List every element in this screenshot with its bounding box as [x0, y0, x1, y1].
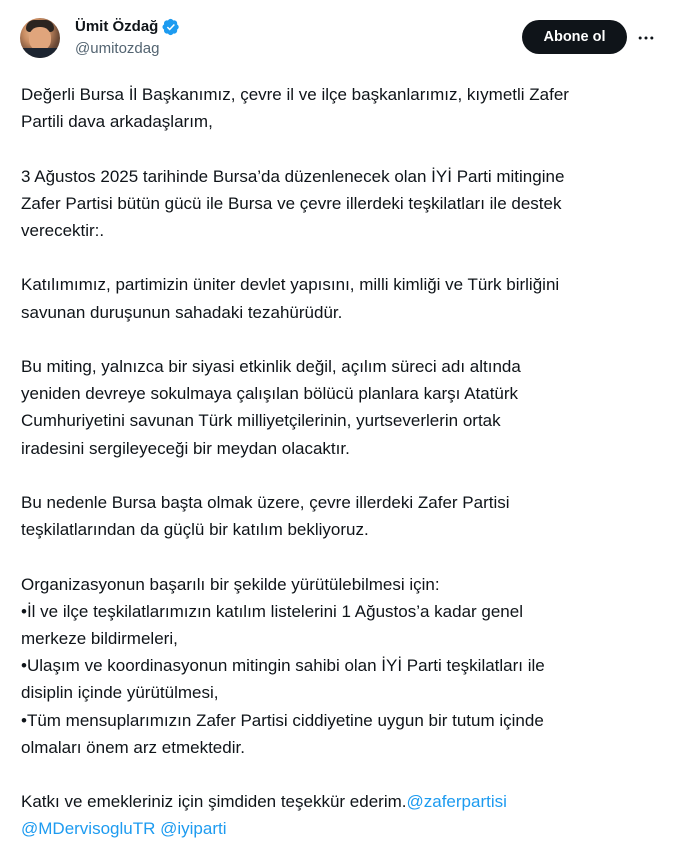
paragraph	[21, 271, 657, 325]
author-name[interactable]: Ümit Özdağ	[75, 18, 159, 35]
text-line: Değerli Bursa İl Başkanımız, çevre il ve ilçe başkanlarımız, kıymetli Zafer	[21, 85, 569, 104]
text-line: Katılımımız, partimizin üniter devlet yapısını, milli kimliği ve Türk birliğini	[21, 275, 560, 295]
paragraph	[21, 788, 657, 842]
text-line: Bu nedenle Bursa başta olmak üzere, çevre illerdeki Zafer Partisi	[21, 492, 510, 512]
mention-link-zaferpartisi[interactable]: @zaferpartisi	[406, 792, 507, 812]
text-line: olmaları önem arz etmektedir.	[21, 737, 245, 757]
text-line: iradesini sergileyeceği bir meydan olacaktır.	[21, 438, 350, 458]
mention-link-iyiparti[interactable]: @iyiparti	[160, 819, 227, 839]
text-line: •Ulaşım ve koordinasyonun mitingin sahibi olan İYİ Parti teşkilatları ile	[21, 656, 545, 676]
paragraph	[21, 489, 657, 543]
closing-text: Katkı ve emekleriniz için şimdiden teşekkür ederim.	[21, 792, 407, 812]
tweet-text	[21, 81, 657, 843]
text-line: teşkilatlarından da güçlü bir katılım bekliyoruz.	[21, 520, 369, 540]
text-line: 3 Ağustos 2025 tarihinde Bursa’da düzenlenecek olan İYİ Parti mitingine	[21, 166, 565, 186]
text-line: savunan duruşunun sahadaki tezahürüdür.	[21, 302, 343, 322]
follow-button[interactable]: Abone ol	[522, 20, 627, 54]
avatar[interactable]	[20, 18, 60, 58]
paragraph	[21, 81, 657, 135]
text-line: Bu miting, yalnızca bir siyasi etkinlik değil, açılım süreci adı altında	[21, 356, 521, 376]
text-line: Cumhuriyetini savunan Türk milliyetçilerinin, yurtseverlerin ortak	[21, 411, 501, 431]
text-line: verecektir:.	[21, 221, 105, 240]
text-line: •İl ve ilçe teşkilatlarımızın katılım listelerini 1 Ağustos’a kadar genel	[21, 601, 523, 621]
paragraph	[21, 353, 657, 462]
text-line: Zafer Partisi bütün gücü ile Bursa ve çevre illerdeki teşkilatları ile destek	[21, 193, 562, 213]
paragraph	[21, 163, 657, 245]
text-line: yeniden devreye sokulmaya çalışılan bölücü planlara karşı Atatürk	[21, 384, 519, 404]
text-line: merkeze bildirmeleri,	[21, 628, 178, 648]
tweet-header	[0, 0, 673, 75]
author-handle[interactable]: @umitozdag	[75, 40, 160, 57]
verified-badge-icon	[162, 18, 180, 36]
text-line: Organizasyonun başarılı bir şekilde yürütülebilmesi için:	[21, 574, 440, 594]
mention-link-mdervisoglutr[interactable]: @MDervisogluTR	[21, 819, 156, 839]
text-line: disiplin içinde yürütülmesi,	[21, 683, 219, 703]
paragraph	[21, 571, 657, 761]
author-name-row[interactable]	[75, 17, 180, 37]
more-options-icon[interactable]	[634, 26, 658, 50]
text-line: •Tüm mensuplarımızın Zafer Partisi ciddiyetine uygun bir tutum içinde	[21, 710, 544, 730]
text-line: Partili dava arkadaşlarım,	[21, 112, 213, 132]
